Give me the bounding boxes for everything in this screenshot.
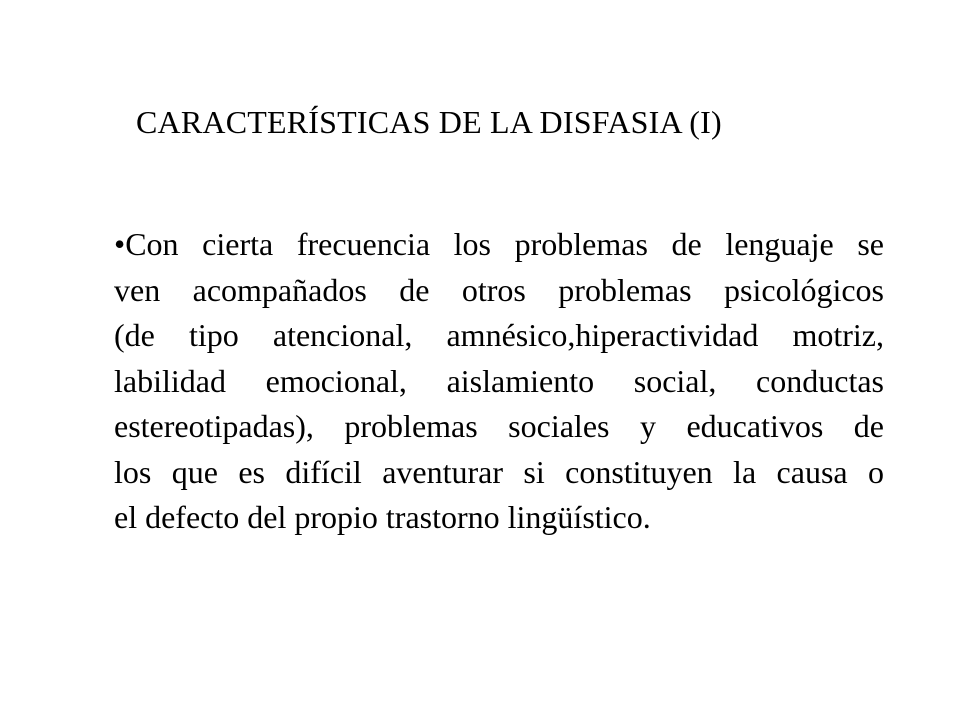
bullet-line-4: labilidad emocional, aislamiento social, conductas [114,362,884,399]
bullet-line-1: •Con cierta frecuencia los problemas de lenguaje se [114,226,884,262]
bullet-paragraph [114,222,884,541]
bullet-line-3: (de tipo atencional, amnésico,hiperactividad motriz, [114,317,884,353]
slide-title: CARACTERÍSTICAS DE LA DISFASIA (I) [136,104,722,140]
bullet-line-2: ven acompañados de otros problemas psicológicos [114,271,884,308]
bullet-line-6: los que es difícil aventurar si constituyen la causa o [114,453,884,490]
bullet-line-7: el defecto del propio trastorno lingüístico. [114,499,651,535]
bullet-line-5: estereotipadas), problemas sociales y educativos de [114,408,884,444]
